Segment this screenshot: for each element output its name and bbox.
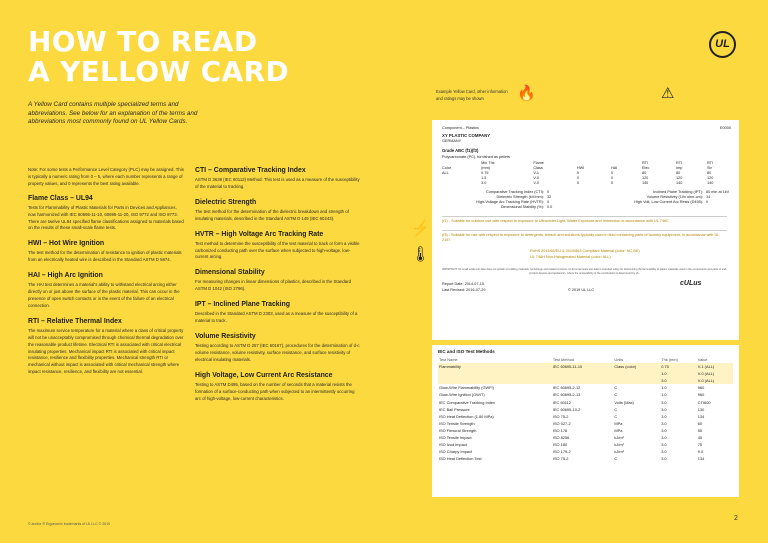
card-property-label: High-Voltage Arc Tracking Rate (HVTR): — [476, 200, 544, 204]
iec-table-cell: ISO 179-2 — [552, 449, 571, 455]
warning-icon: ⚠ — [661, 85, 675, 102]
definitions-column-1 — [28, 167, 184, 384]
card-company: XY PLASTIC COMPANY — [442, 133, 491, 138]
iec-table-cell: 0.75 — [661, 364, 669, 370]
card-rating-cell: 0.75 — [481, 171, 489, 175]
card-property-value: 14 — [706, 195, 711, 199]
definition-text: Testing to ASTM D495, based on the number of seconds that a material resists the formation of a surface-conducting path when subjected to an intermittently occurring arc of high-voltage, low-current characteristics. — [195, 381, 355, 401]
intro-text: A Yellow Card contains multiple specialized terms and abbreviations. See below for an explanation of the terms and abbreviations most commonly found on UL Yellow Cards. — [28, 101, 198, 126]
card-rating-cell: V-0 — [533, 181, 540, 185]
iec-table-cell: IEC Comparative Tracking Index — [439, 399, 496, 405]
card-property-label: Volume Resistivity (10x ohm-cm): — [646, 195, 703, 199]
iec-table-cell: MPa — [614, 420, 623, 426]
page-number: 2 — [734, 515, 738, 522]
definition-text: Testing according to ASTM D 257 (IEC 60167), procedures for the determination of d-c volume resistance, volume resistivity, surface resistance, and surface resistivity of electrical insulating materials. — [195, 342, 360, 362]
card-ratings-table — [440, 161, 736, 186]
iec-table-cell: ISO Charpy Impact — [439, 449, 473, 455]
card-rating-cell: 120 — [676, 176, 683, 180]
definition-heading: Flame Class – UL94 — [28, 194, 93, 202]
card-header-cell: Color — [442, 166, 452, 170]
card-file-number: E0000 — [720, 126, 731, 130]
card-rating-row — [440, 181, 736, 186]
iec-table-cell: 3.0 — [661, 435, 667, 441]
iec-table-cell: ISO Flexural Strength — [439, 427, 477, 433]
iec-header-cell: Test Name — [439, 357, 458, 362]
iec-table-cell: 3.0 — [661, 427, 667, 433]
iec-table-cell: ISO Heat Deflection (1.80 MPa) — [439, 413, 494, 419]
iec-table-row — [438, 413, 733, 420]
card-rating-cell: 80 — [641, 171, 647, 175]
iec-header-cell: Test Method — [552, 357, 575, 362]
definition-heading: Dimensional Stability — [195, 269, 265, 277]
iec-table-row — [438, 377, 733, 384]
definition-text: Test method to determine the susceptibility of the test material to track or form a visible carbonized conducting path over the surface when subjected to high-voltage, low-current arcing. — [195, 240, 360, 260]
card-property — [592, 200, 737, 205]
card-header-cell: RTI — [676, 161, 683, 165]
card-rating-cell: 0 — [576, 176, 580, 180]
definition-heading: Volume Resistivity — [195, 332, 256, 340]
iec-table-cell: ISO 180 — [552, 442, 568, 448]
iec-table-cell: ISO Izod Impact — [439, 442, 467, 448]
iec-header-row — [438, 356, 733, 363]
iec-table-cell: ISO 178 — [552, 427, 568, 433]
iec-table-cell: IEC 60695-10-2 — [552, 406, 581, 412]
definition-heading: HVTR – High Voltage Arc Tracking Rate — [195, 230, 324, 238]
iec-table-cell: ISO Heat Deflection Test — [439, 456, 482, 462]
iec-table-cell: 3.0 — [661, 378, 667, 384]
iec-table-cell: 134 — [697, 413, 705, 419]
definition-heading: High Voltage, Low Current Arc Resistance — [195, 371, 333, 379]
iec-table-cell: ISO 527-2 — [552, 420, 571, 426]
title-line-2: A YELLOW CARD — [28, 55, 289, 88]
cul-us-mark: cULus — [680, 280, 702, 287]
card-property-value: 0 — [547, 200, 550, 204]
iec-table-cell: 3.0 — [661, 449, 667, 455]
iec-table-cell: ISO 75-2 — [552, 456, 569, 462]
iec-table-row — [438, 420, 733, 427]
card-rating-cell: 0 — [611, 176, 614, 180]
card-header-cell: Class — [533, 166, 543, 170]
card-rating-cell: 0 — [611, 181, 614, 185]
iec-iso-test-table — [432, 345, 739, 497]
card-header-cell: HAI — [611, 166, 618, 170]
iec-table-cell: Glow-Wire Flammability (GWFI) — [439, 385, 494, 391]
card-property-label: Dielectric Strength (kV/mm): — [496, 195, 544, 199]
plc-note: Note: For some tests a Performance Level Category (PLC) may be assigned. This is typically a numeric rating from 0 – 5, where each number represents a range of property values, and 0 represents the best rating available. — [28, 167, 184, 186]
card-rating-cell: 120 — [641, 176, 649, 180]
yellow-card-example — [432, 120, 739, 340]
card-country: GERMANY — [442, 139, 462, 143]
iec-table-cell: IEC Ball Pressure — [439, 406, 470, 412]
definition-text: The test method for the determination of the dielectric breakdown and strength of insulating materials, described in the Standard ASTM D 149 (IEC 60243). — [195, 208, 349, 221]
card-header-cell: HWI — [576, 166, 585, 170]
card-property-value: 32 — [547, 195, 552, 199]
iec-table-cell: ISO Tensile Strength — [439, 420, 475, 426]
iec-table-cell: CTI600 — [697, 399, 711, 405]
card-property-label: High Volt, Low Current Arc Resis (D495): — [634, 200, 703, 204]
iec-table-cell: 3.0 — [661, 406, 667, 412]
iec-table-row — [438, 448, 733, 455]
card-rating-cell: 0 — [576, 181, 580, 185]
card-header-cell: RTI — [707, 161, 714, 165]
card-header-cell: (mm) — [481, 166, 490, 170]
card-header-cell: Flame — [533, 161, 544, 165]
card-header-cell: RTI — [641, 161, 649, 165]
card-header-cell: Elec — [641, 166, 650, 170]
card-rating-cell: 80 — [676, 171, 681, 175]
definition-text: ASTM D 3638 (IEC 60112) Method: This test is used as a measure of the susceptibility of the material to tracking. — [195, 177, 360, 189]
definition-text: For measuring changes in linear dimensions of plastics, described in the Standard ASTM D 1042 (ISO 2796). — [195, 279, 351, 292]
card-rating-cell: V-1 — [533, 171, 540, 175]
iec-table-cell: 3.0 — [661, 456, 667, 462]
card-property-value: 60 min at 1kV — [706, 190, 730, 194]
iec-table-cell: Class (color) — [614, 364, 637, 370]
iec-table-cell: V-0 (ALL) — [697, 371, 715, 377]
iec-header-cell: Value — [697, 357, 708, 362]
card-material: Polycarbonate (PC), furnished as pellets — [442, 155, 510, 159]
iec-table-cell — [552, 370, 614, 377]
iec-table-cell: 1.0 — [661, 385, 667, 391]
iec-table-cell: V-0 (ALL) — [697, 378, 715, 384]
card-property-label: Dimensional Stability (%): — [500, 205, 544, 209]
definition-heading: HAI – High Arc Ignition — [28, 272, 103, 280]
card-rating-cell: ALL — [442, 171, 449, 175]
card-right-properties — [592, 190, 737, 205]
definition-heading: HWI – Hot Wire Ignition — [28, 240, 105, 248]
iec-table-cell: kJ/m² — [614, 435, 624, 441]
iec-table-cell: 45 — [697, 435, 703, 441]
example-card-label: Example Yellow Card, other information and ratings may be shown — [436, 89, 508, 101]
iec-table-cell: kJ/m² — [614, 442, 624, 448]
iec-table-cell: 960 — [697, 385, 705, 391]
iec-table-cell — [552, 377, 614, 384]
iec-table-cell: Volts (Max) — [614, 399, 634, 405]
card-copyright: © 2019 UL LLC — [568, 288, 595, 292]
iec-table-cell: 960 — [697, 392, 705, 398]
card-footnote-f1: (f1) - Suitable for outdoor use with respect to exposure to Ultraviolet Light, Water Exposure and Immersion in accordance with UL 746C — [442, 216, 727, 224]
definitions-column-2 — [195, 167, 361, 410]
title-line-1: HOW TO READ — [28, 25, 258, 58]
card-halogen-note: UL 746H Non-Halogenated Material (color: ALL) — [530, 255, 611, 259]
card-rating-cell: 140 — [641, 181, 649, 185]
card-header-cell: Str — [707, 166, 712, 170]
iec-table-cell — [613, 377, 660, 384]
iec-table-row — [438, 455, 733, 462]
iec-table-cell: 3.0 — [661, 413, 667, 419]
card-rating-cell: 120 — [707, 176, 714, 180]
iec-table-cell — [438, 377, 552, 384]
definition-text: The maximum service temperature for a material where a class of critical property will not be unacceptably compromised through chemical thermal degradation over the reasonable product lifetime. Electrical RTI is associated with critical electrical insulating properties. Mechanical impact RTI is associated with critical impact resistance, resilience and flexibility properties. Mechanical strength RTI or mechanical without impact is associated with critical mechanical strength where impact resistance, resilience, and flexibility are not essential. — [28, 327, 184, 375]
iec-table-cell: C — [614, 413, 618, 419]
iec-table-cell: IEC 60695-11-10 — [552, 364, 583, 370]
definition-heading: RTI – Relative Thermal Index — [28, 317, 122, 325]
iec-table-cell: Glow-Wire Ignition (GWIT) — [439, 392, 485, 398]
iec-table-cell: Flammability — [439, 364, 461, 370]
thermometer-icon: 🌡 — [411, 246, 431, 263]
iec-table-cell: C — [614, 392, 618, 398]
definition-heading: IPT – Inclined Plane Tracking — [195, 301, 290, 309]
card-rating-cell: 0 — [611, 171, 614, 175]
iec-table-cell — [613, 370, 660, 377]
card-left-properties — [438, 190, 578, 210]
page-title — [28, 27, 328, 87]
iec-table-cell: C — [614, 385, 618, 391]
card-rating-cell: V-0 — [533, 176, 540, 180]
definition-text: The test method for the determination of resistance to ignition of plastic materials from an electrically heated wire is described in the Standard ASTM D 5874. — [28, 250, 182, 263]
card-report-date: Report Date: 2014-07-15 — [442, 282, 485, 286]
iec-table-cell: C — [614, 456, 618, 462]
card-rating-cell: 80 — [707, 171, 712, 175]
card-property-value: 0.0 — [547, 205, 553, 209]
iec-table-cell: V-1 (ALL) — [697, 364, 715, 370]
iec-table-cell: ISO Tensile Impact — [439, 435, 472, 441]
iec-table-row — [438, 434, 733, 441]
iec-table-cell: 9.0 — [697, 449, 704, 455]
iec-table-cell: C — [614, 406, 618, 412]
card-property-label: Comparative Tracking Index (CTI): — [485, 190, 544, 194]
iec-table-cell: 3.0 — [661, 442, 667, 448]
definition-text: The HAI test determines a material's ability to withstand electrical arcing either directly on or just above the surface of the plastic material. This can occur in the presence of open switch contacts or in the event of the failure of an electrical connection. — [28, 282, 180, 308]
card-fine-print: IMPORTANT: UL small scale test data does not pertain to building materials, furnishings and related contents. UL94 small scale test data is intended solely for determining the flammability of plastic materials used in the components and parts of end-product devices and appliances, where the acceptability of the combination is determined by UL. — [442, 268, 727, 275]
iec-table-cell: ISO 75-2 — [552, 413, 569, 419]
iec-table-cell: IEC 60112 — [552, 399, 571, 405]
definition-text: Tests for Flammability of Plastic Materials for Parts in Devices and Appliances, now harmonized with IEC 60695-11-10, 60695-11-20, ISO 9772 and ISO 9773. There are twelve UL94 specified flame classifications assigned to materials based on the results of these small-scale flame tests. — [28, 204, 184, 231]
iec-table-cell: 3.0 — [661, 399, 667, 405]
card-header-cell: Min Thk — [481, 161, 495, 165]
flame-icon: 🔥 — [517, 85, 536, 102]
iec-table-row — [438, 399, 733, 406]
iec-table-row — [438, 370, 733, 377]
iec-table-row — [438, 384, 733, 391]
iec-table-cell — [438, 370, 552, 377]
card-component-type: Component – Plastics — [442, 126, 479, 130]
iec-table-cell: 3.0 — [661, 420, 667, 426]
card-property-value: 0 — [547, 190, 550, 194]
card-last-revised: Last Revised: 2016-07-29 — [442, 288, 486, 292]
card-rating-cell: 140 — [676, 181, 683, 185]
iec-table-cell: 55 — [697, 427, 703, 433]
iec-table-cell: 130 — [697, 406, 705, 412]
iec-table-cell: 134 — [697, 456, 705, 462]
iec-table-row — [438, 363, 733, 370]
iec-table-row — [438, 406, 733, 413]
iec-table-cell: kJ/m² — [614, 449, 624, 455]
card-rating-cell: 1.5 — [481, 176, 487, 180]
iec-header-cell: Thk (mm) — [661, 357, 678, 362]
iec-table-title: IEC and ISO Test Methods — [438, 349, 495, 354]
card-property — [438, 205, 578, 210]
iec-table-row — [438, 441, 733, 448]
iec-table-cell: 1.0 — [661, 392, 667, 398]
iec-table-cell: 60 — [697, 420, 703, 426]
card-rohs-note: RoHS 2011/65/EU & 2015/863 Compliant Material (color: NC,BK) — [530, 249, 640, 253]
iec-table-row — [438, 427, 733, 434]
card-rating-cell: 3.0 — [481, 181, 487, 185]
card-rating-cell — [440, 181, 479, 186]
iec-table-cell: IEC 60695-2-13 — [552, 392, 581, 398]
card-grade: Grade ABC (f1)(f3) — [442, 148, 479, 153]
lightning-bolt-icon: ⚡ — [411, 220, 430, 237]
iec-table-cell: ISO 8256 — [552, 435, 570, 441]
footer-trademark: © and/or ® Ergonomic trademarks of UL LLC © 2019 — [28, 522, 111, 526]
card-property-value: 0 — [706, 200, 709, 204]
iec-table-cell: 75 — [697, 442, 703, 448]
card-property-label: Inclined Plane Tracking (IPT): — [653, 190, 703, 194]
iec-table-cell: MPa — [614, 427, 623, 433]
card-footnote-f3: (f3) - Suitable for use with respect to exposure to detergents, bleach and solutions typically used in fluid containing parts of laundry equipment, in accordance with UL 2157 — [442, 230, 727, 243]
iec-table-row — [438, 391, 733, 398]
definition-heading: Dielectric Strength — [195, 198, 257, 206]
card-rating-cell: 0 — [576, 171, 580, 175]
card-rating-cell: 140 — [707, 181, 714, 185]
iec-table-cell: IEC 60695-2-12 — [552, 385, 581, 391]
iec-table-cell: 1.0 — [661, 371, 667, 377]
definition-text: Described in the Standard ASTM D 2303, used as a measure of the susceptibility of a material to track. — [195, 311, 358, 324]
card-header-cell: Imp — [676, 166, 683, 170]
definition-heading: CTI – Comparative Tracking Index — [195, 167, 306, 174]
iec-header-cell: Units — [614, 357, 624, 362]
ul-logo: UL — [709, 31, 736, 58]
